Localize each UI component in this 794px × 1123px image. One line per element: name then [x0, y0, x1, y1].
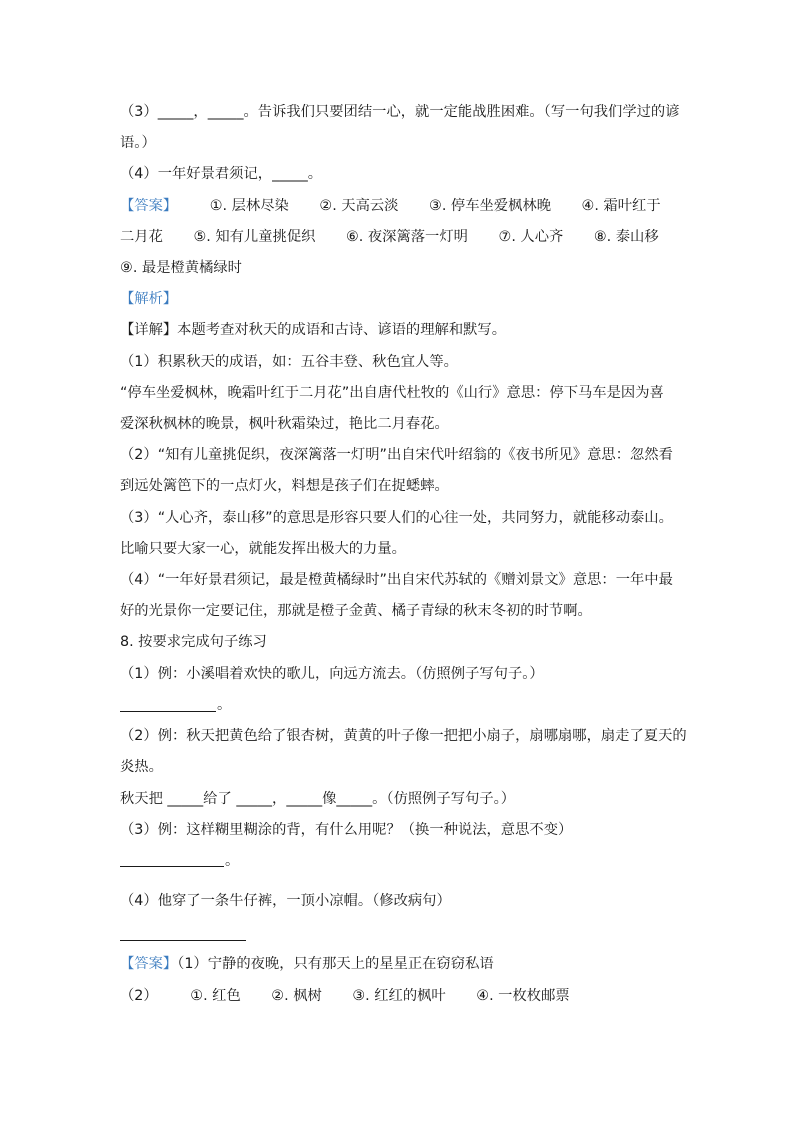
answer-line-2	[120, 227, 680, 247]
answer-item: ⑤. 知有儿童挑促织	[193, 229, 316, 245]
answer-line-5	[120, 986, 680, 1006]
answer-blank-line	[120, 940, 246, 941]
answer-item: 二月花	[120, 229, 163, 245]
detail-line: 【详解】本题考查对秋天的成语和古诗、谚语的理解和默写。	[120, 322, 507, 338]
explanation-line: 好的光景你一定要记住，那就是橙子金黄、橘子青绿的秋末冬初的时节啊。	[120, 603, 592, 619]
answer-item: ⑨. 最是橙黄橘绿时	[120, 260, 242, 276]
sentence-3-period: 。	[225, 853, 240, 869]
answer-text: （1）宁静的夜晚，只有那天上的星星正在窃窃私语	[177, 956, 494, 972]
answer-item: （2）	[120, 988, 158, 1004]
answer-item: ⑦. 人心齐	[498, 229, 564, 245]
answer-line-4	[120, 954, 680, 974]
sentence-2-template: 秋天把 _____给了 _____，_____像_____。（仿照例子写句子。）	[120, 791, 516, 807]
answer-item: ⑧. 泰山移	[593, 229, 659, 245]
answer-tag: 【答案】	[120, 198, 178, 214]
question-3-line: （3）_____，_____。告诉我们只要团结一心，就一定能战胜困难。（写一句我们学过的谚	[120, 104, 680, 120]
answer-item: ⑥. 夜深篱落一灯明	[345, 229, 468, 245]
explanation-line: “停车坐爱枫林，晚霜叶红于二月花”出自唐代杜牧的《山行》意思：停下马车是因为喜	[120, 385, 664, 401]
answer-tag: 【答案】	[120, 956, 178, 972]
answer-blank-line	[120, 866, 224, 867]
sentence-4-prompt: （4）他穿了一条牛仔裤，一顶小凉帽。（修改病句）	[120, 893, 451, 909]
answer-line-1	[120, 196, 680, 216]
answer-line-3	[120, 258, 680, 278]
explanation-line: （3）“人心齐，泰山移”的意思是形容只要人们的心往一处，共同努力，就能移动泰山。	[120, 510, 673, 526]
question-3-continuation: 语。）	[120, 135, 156, 151]
answer-blank-line	[120, 711, 216, 712]
analysis-line	[120, 289, 680, 309]
answer-item: ②. 天高云淡	[319, 198, 399, 214]
explanation-line: （4）“一年好景君须记，最是橙黄橘绿时”出自宋代苏轼的《赠刘景文》意思：一年中最	[120, 572, 673, 588]
sentence-1-period: 。	[217, 697, 232, 713]
explanation-line: 爱深秋枫林的晚景，枫叶秋霜染过，艳比二月春花。	[120, 416, 449, 432]
answer-item: ①. 红色	[190, 988, 241, 1004]
answer-item: ③. 停车坐爱枫林晚	[429, 198, 551, 214]
sentence-2-continuation: 炎热。	[120, 759, 163, 775]
question-4-line: （4）一年好景君须记，_____。	[120, 166, 323, 182]
answer-item: ①. 层林尽染	[209, 198, 289, 214]
question-8-heading: 8. 按要求完成句子练习	[120, 634, 267, 650]
answer-item: ③. 红红的枫叶	[352, 988, 446, 1004]
answer-item: ④. 一枚枚邮票	[476, 988, 570, 1004]
answer-item: ②. 枫树	[271, 988, 322, 1004]
answer-item: ④. 霜叶红于	[581, 198, 661, 214]
sentence-2-prompt: （2）例：秋天把黄色给了银杏树，黄黄的叶子像一把把小扇子，扇哪扇哪，扇走了夏天的	[120, 728, 687, 744]
explanation-line: 到远处篱笆下的一点灯火，料想是孩子们在捉蟋蟀。	[120, 478, 449, 494]
explanation-line: 比喻只要大家一心，就能发挥出极大的力量。	[120, 541, 406, 557]
analysis-tag: 【解析】	[120, 291, 178, 307]
sentence-1-prompt: （1）例：小溪唱着欢快的歌儿，向远方流去。（仿照例子写句子。）	[120, 666, 544, 682]
sentence-3-prompt: （3）例：这样糊里糊涂的背，有什么用呢？（换一种说法，意思不变）	[120, 822, 573, 838]
explanation-line: （1）积累秋天的成语，如：五谷丰登、秋色宜人等。	[120, 354, 458, 370]
explanation-line: （2）“知有儿童挑促织，夜深篱落一灯明”出自宋代叶绍翁的《夜书所见》意思：忽然看	[120, 447, 673, 463]
